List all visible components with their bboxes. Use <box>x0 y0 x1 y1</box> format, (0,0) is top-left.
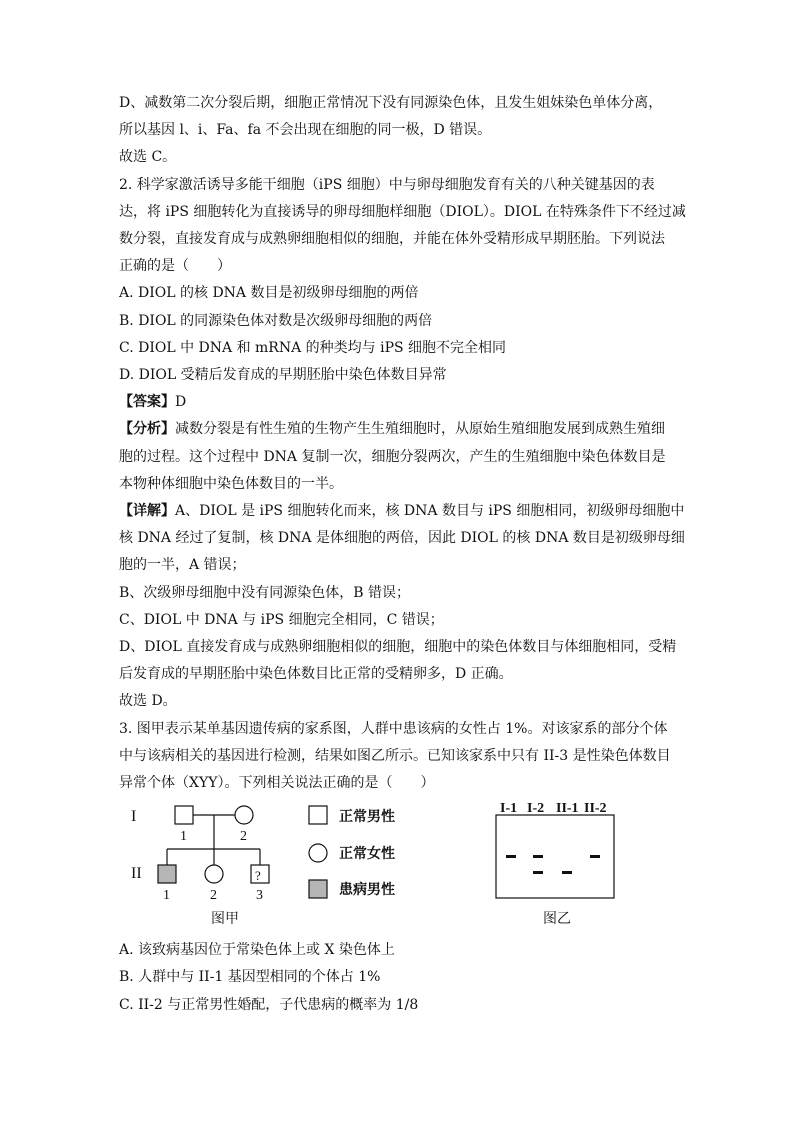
detail-tag: 【详解】 <box>119 503 175 520</box>
question-stem: 2. 科学家激活诱导多能干细胞（iPS 细胞）中与卵母细胞发育有关的八种关键基因的表 <box>119 176 655 193</box>
answer-line <box>119 389 679 416</box>
legend-affected-male-symbol <box>309 880 327 898</box>
detail-text: 胞的一半，A 错误； <box>119 557 246 574</box>
option-b: B. 人群中与 II-1 基因型相同的个体占 1% <box>119 969 381 986</box>
text-line: 所以基因 l、i、Fa、fa 不会出现在细胞的同一极，D 错误。 <box>119 122 492 139</box>
legend-label: 正常女性 <box>339 846 395 863</box>
analysis-line <box>119 416 679 443</box>
figure-caption: 图乙 <box>543 911 571 928</box>
option-c: C. II-2 与正常男性婚配，子代患病的概率为 1/8 <box>119 996 419 1013</box>
question-stem: 中与该病相关的基因进行检测，结果如图乙所示。已知该家系中只有 II-3 是性染色体数目 <box>119 747 671 764</box>
generation-label-i: I <box>131 808 137 826</box>
detail-text: D、DIOL 直接发育成与成熟卵细胞相似的细胞，细胞中的染色体数目与体细胞相同，受精 <box>119 639 677 656</box>
answer-tag: 【答案】 <box>119 394 175 411</box>
individual-number: 1 <box>180 829 187 845</box>
legend-label: 正常男性 <box>339 809 395 826</box>
option-a: A. 该致病基因位于常染色体上或 X 染色体上 <box>119 942 395 959</box>
individual-number: 2 <box>240 829 247 845</box>
normal-male-symbol <box>175 806 193 824</box>
answer-value: D <box>175 394 187 411</box>
question-stem: 达，将 iPS 细胞转化为直接诱导的卵母细胞样细胞（DIOL）。DIOL 在特殊条件下不经过减 <box>119 203 686 220</box>
analysis-text: 胞的过程。这个过程中 DNA 复制一次，细胞分裂两次，产生的生殖细胞中染色体数目是 <box>119 448 666 465</box>
detail-text: C、DIOL 中 DNA 与 iPS 细胞完全相同，C 错误； <box>119 611 444 628</box>
lane-label: II-2 <box>584 803 607 817</box>
generation-label-ii: II <box>131 865 142 883</box>
detail-text: B、次级卵母细胞中没有同源染色体，B 错误； <box>119 584 411 601</box>
affected-male-symbol <box>158 865 176 883</box>
gel-band <box>533 855 543 858</box>
pedigree-figure <box>129 803 429 931</box>
option-c: C. DIOL 中 DNA 和 mRNA 的种类均与 iPS 细胞不完全相同 <box>119 339 507 356</box>
gel-band <box>590 855 600 858</box>
text-line: 故选 C。 <box>119 149 177 166</box>
analysis-text: 本物种体细胞中染色体数目的一半。 <box>119 475 343 492</box>
detail-text: A、DIOL 是 iPS 细胞转化而来，核 DNA 数目与 iPS 细胞相同，初级卵母细胞中 <box>175 503 685 520</box>
option-d: D. DIOL 受精后发育成的早期胚胎中染色体数目异常 <box>119 367 447 384</box>
question-stem: 3. 图甲表示某单基因遗传病的家系图，人群中患该病的女性占 1%。对该家系的部分个体 <box>119 720 668 737</box>
gel-band <box>533 871 543 874</box>
individual-number: 3 <box>256 888 263 904</box>
legend-label: 患病男性 <box>339 882 395 899</box>
text-line: D、减数第二次分裂后期，细胞正常情况下没有同源染色体，且发生姐妹染色单体分离， <box>119 95 663 111</box>
figure-caption: 图甲 <box>211 911 239 928</box>
individual-number: 1 <box>163 888 170 904</box>
option-b: B. DIOL 的同源染色体对数是次级卵母细胞的两倍 <box>119 312 433 329</box>
gel-band <box>562 871 572 874</box>
question-stem: 正确的是（ ） <box>119 258 231 275</box>
detail-text: 核 DNA 经过了复制，核 DNA 是体细胞的两倍，因此 DIOL 的核 DNA 数目是初级卵母细 <box>119 530 685 547</box>
lane-label: I-2 <box>527 803 545 817</box>
question-stem: 异常个体（XYY）。下列相关说法正确的是（ ） <box>119 775 435 792</box>
question-2 <box>119 172 686 716</box>
lane-label: I-1 <box>500 803 518 817</box>
lane-label: II-1 <box>556 803 579 817</box>
question-stem: 数分裂，直接发育成与成熟卵细胞相似的细胞，并能在体外受精形成早期胚胎。下列说法 <box>119 231 665 248</box>
electrophoresis-figure <box>491 803 621 931</box>
page-content <box>119 90 686 1019</box>
analysis-tag: 【分析】 <box>119 421 175 438</box>
analysis-text: 减数分裂是有性生殖的生物产生生殖细胞时，从原始生殖细胞发展到成熟生殖细 <box>175 421 665 438</box>
gel-band <box>506 855 516 858</box>
unknown-mark: ? <box>255 868 261 884</box>
normal-female-symbol <box>205 865 223 883</box>
question-3 <box>119 716 679 1019</box>
option-a: A. DIOL 的核 DNA 数目是初级卵母细胞的两倍 <box>119 285 419 302</box>
figures <box>119 803 679 935</box>
detail-text: 故选 D。 <box>119 693 177 710</box>
legend-normal-male-symbol <box>309 806 327 824</box>
detail-line <box>119 498 685 525</box>
legend-normal-female-symbol <box>309 844 327 862</box>
detail-text: 后发育成的早期胚胎中染色体数目比正常的受精卵多，D 正确。 <box>119 666 513 683</box>
normal-female-symbol <box>235 806 253 824</box>
individual-number: 2 <box>210 888 217 904</box>
